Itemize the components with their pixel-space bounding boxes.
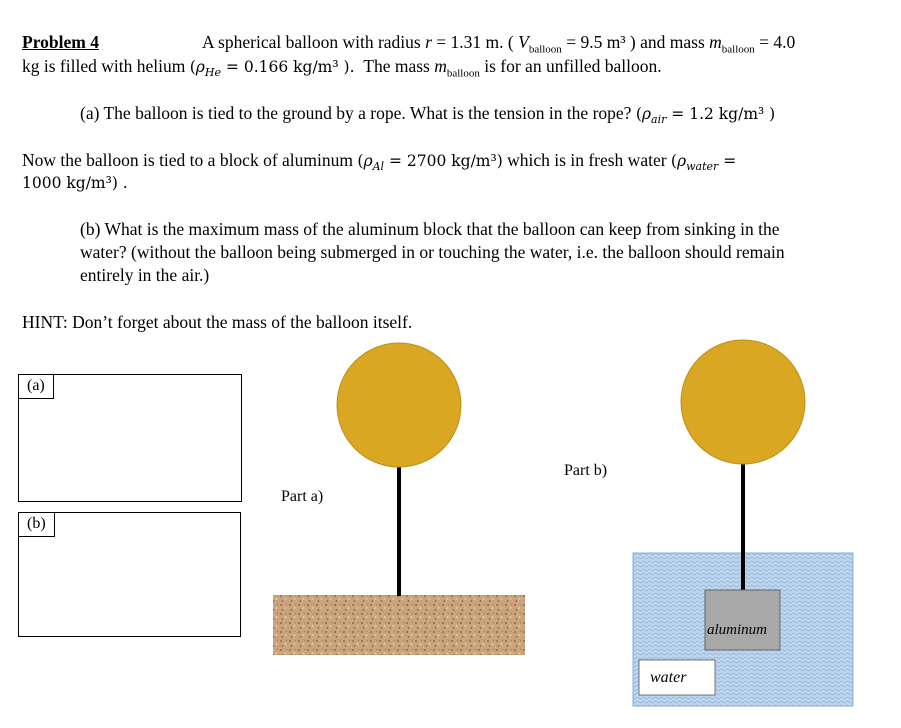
intro-text-a: A spherical balloon with radius <box>202 32 421 52</box>
part-b-line-1: (b) What is the maximum mass of the aluminum block that the balloon can keep from sinking in the <box>80 219 780 239</box>
al-density-value: 2700 kg/m³ <box>406 152 497 170</box>
water-label: water <box>650 669 687 686</box>
part-b-label: Part b) <box>564 462 608 479</box>
problem-intro-line-1b: A spherical balloon with radius r = 1.31 m. ( $V_{balloon} = 9.5$ m³ ) and mass $m_{balloon} = 4.0$ <box>202 32 796 56</box>
intro-text-d: The mass <box>363 56 430 76</box>
transition-text-b: which is in fresh water <box>507 150 667 170</box>
mass-symbol-2: m <box>434 56 447 76</box>
ground <box>273 595 525 655</box>
transition-line-1: Now the balloon is tied to a block of aluminum ($\rho_{Al} = 2700$ kg/m³) which is in fresh water ($\rho_{water}$ = <box>22 150 737 174</box>
rho-al-symbol: ρ <box>363 152 373 170</box>
answer-box-b-label: (b) <box>18 512 55 537</box>
equals-sign: = <box>431 32 451 52</box>
rho-water-symbol: ρ <box>676 152 687 170</box>
he-subscript: He <box>204 66 221 80</box>
transition-line-2: 1000 kg/m³) . <box>22 174 128 192</box>
aluminum-label: aluminum <box>707 622 767 638</box>
part-a-text: (a) The balloon is tied to the ground by a rope. What is the tension in the rope? <box>80 103 632 123</box>
volume-symbol: V <box>518 32 529 52</box>
he-density-value: 0.166 kg/m³ <box>243 58 339 76</box>
mass-symbol: m <box>709 32 722 52</box>
air-subscript: air <box>651 113 667 127</box>
air-density-value: 1.2 kg/m³ <box>689 105 765 123</box>
problem-title: Problem 4 <box>22 32 99 52</box>
part-a-question: (a) The balloon is tied to the ground by a rope. What is the tension in the rope? ($\rho_{air} = 1.2$ kg/m³ ) <box>80 103 776 127</box>
volume-value: 9.5 m³ <box>580 32 626 52</box>
transition-text-a: Now the balloon is tied to a block of aluminum <box>22 150 353 170</box>
problem-intro-line-2: kg is filled with helium ($\rho_{He} = 0.166$ kg/m³ ). The mass $m_{balloon}$ is for an unfilled balloon. <box>22 56 662 80</box>
al-subscript: Al <box>372 160 385 174</box>
radius-symbol: r <box>425 32 432 52</box>
mass-subscript: balloon <box>721 43 755 56</box>
part-b-line-3: entirely in the air.) <box>80 265 210 285</box>
part-a-label: Part a) <box>281 488 324 505</box>
intro-text-e: is for an unfilled balloon. <box>484 56 662 76</box>
balloon-a <box>337 343 461 467</box>
mass-value: 4.0 <box>773 32 796 52</box>
volume-subscript: balloon <box>528 43 562 56</box>
water-subscript: water <box>686 160 719 174</box>
answer-box-a-label: (a) <box>18 374 54 399</box>
equals-sign: = <box>561 32 581 52</box>
intro-text-b: and mass <box>640 32 705 52</box>
mass-subscript-2: balloon <box>446 67 480 80</box>
rho-he-symbol: ρ <box>195 58 205 76</box>
intro-text-c: kg is filled with helium <box>22 56 186 76</box>
radius-value: 1.31 m. <box>450 32 504 52</box>
hint-text: HINT: Don’t forget about the mass of the balloon itself. <box>22 312 413 332</box>
part-b-line-2: water? (without the balloon being submerged in or touching the water, i.e. the balloon should remain <box>80 242 785 262</box>
balloon-b <box>681 340 805 464</box>
rho-air-symbol: ρ <box>641 105 652 123</box>
equals-sign: = <box>754 32 774 52</box>
